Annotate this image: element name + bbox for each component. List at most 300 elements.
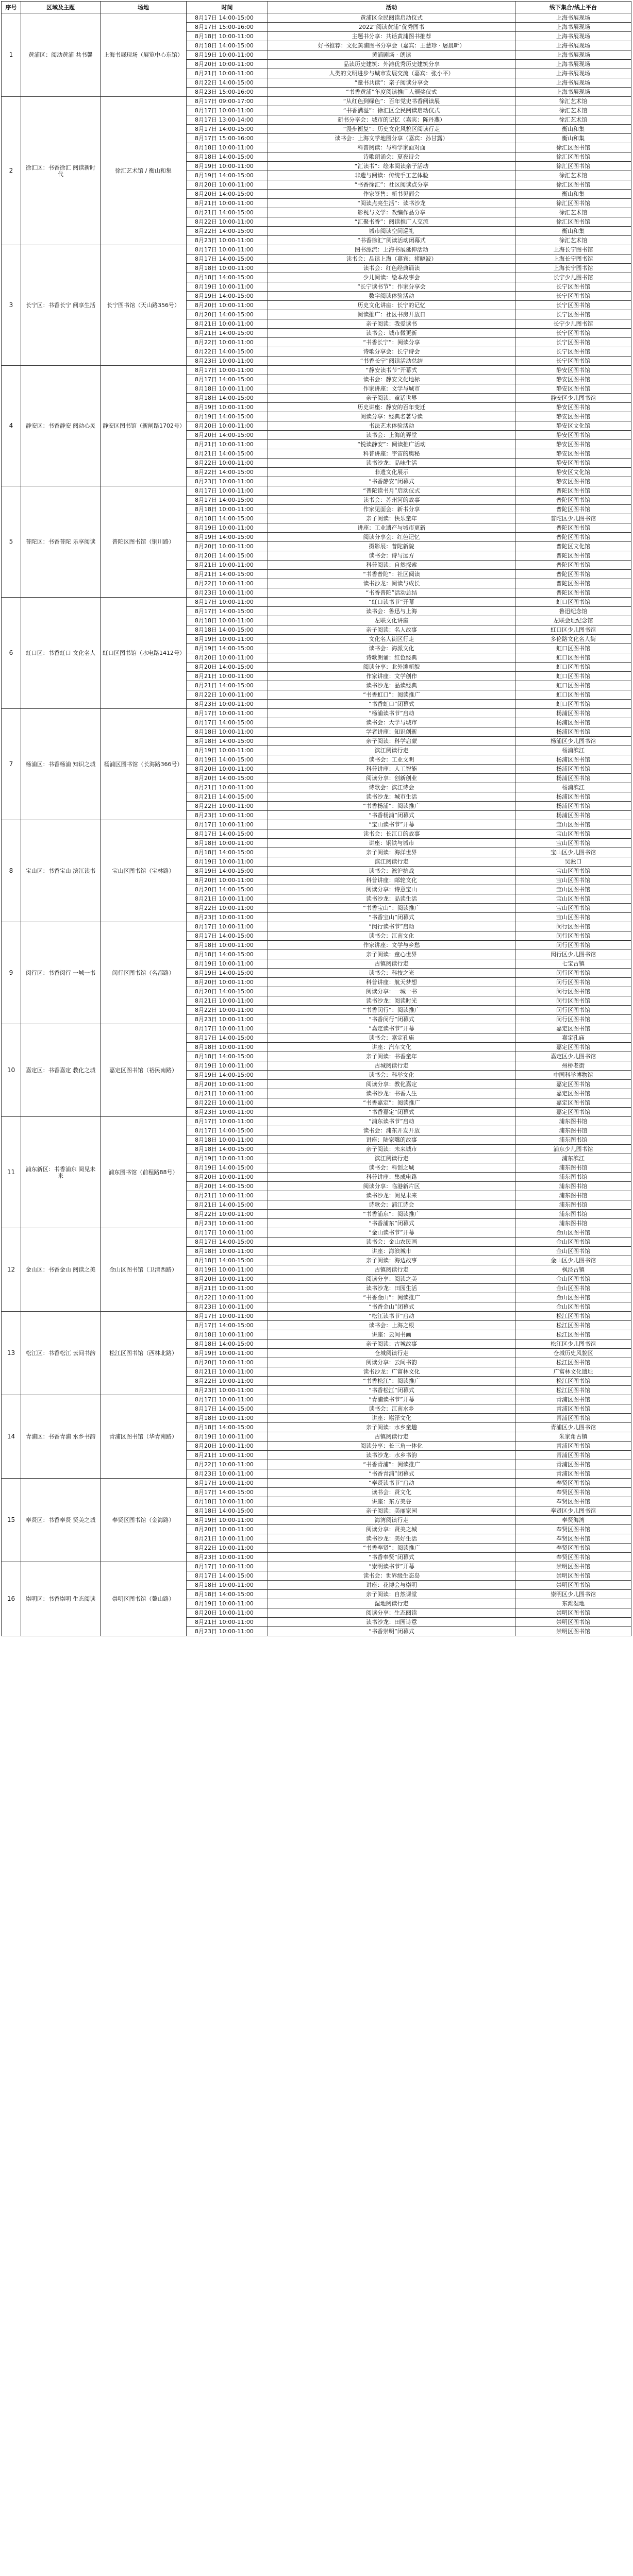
event-location: 虹口区图书馆: [515, 672, 631, 681]
event-time: 8月22日 10:00-11:00: [187, 690, 268, 700]
event-title: 非遗文化展示: [268, 468, 515, 477]
group-seq: 14: [2, 1395, 21, 1479]
event-location: 浦东图书馆: [515, 1126, 631, 1136]
event-location: 普陀区图书馆: [515, 570, 631, 579]
group-venue: 虹口区图书馆（水电路1412号）: [101, 598, 187, 709]
event-title: “书香嘉定”：阅读推广: [268, 1098, 515, 1108]
event-location: 青浦区图书馆: [515, 1469, 631, 1479]
event-location: 闵行区图书馆: [515, 969, 631, 978]
event-time: 8月17日 14:00-15:00: [187, 1321, 268, 1330]
event-time: 8月17日 10:00-11:00: [187, 245, 268, 255]
event-time: 8月17日 14:00-15:00: [187, 1126, 268, 1136]
event-schedule-table: [1, 1, 631, 1636]
event-time: 8月17日 10:00-11:00: [187, 922, 268, 931]
event-location: 杨浦区图书馆: [515, 792, 631, 802]
event-location: 普陀区图书馆: [515, 533, 631, 542]
event-title: 读书会：品读上海（嘉宾：褚晓波）: [268, 255, 515, 264]
event-location: 松江区图书馆: [515, 1358, 631, 1367]
event-location: 宝山区图书馆: [515, 913, 631, 922]
event-location: 嘉定区图书馆: [515, 1089, 631, 1098]
event-location: 静安区少儿图书馆: [515, 394, 631, 403]
event-title: 读书会：海派文化: [268, 644, 515, 653]
event-location: 徐汇艺术馆: [515, 236, 631, 245]
event-location: 徐汇区图书馆: [515, 162, 631, 171]
event-title: 讲座：工业遗产与城市更新: [268, 523, 515, 533]
event-location: 徐汇区图书馆: [515, 217, 631, 227]
event-title: “书香闵行”闭幕式: [268, 1015, 515, 1024]
event-location: 普陀区图书馆: [515, 523, 631, 533]
event-time: 8月17日 10:00-11:00: [187, 106, 268, 115]
event-title: “汇读书”：绘本阅读亲子活动: [268, 162, 515, 171]
event-title: “书香徐汇”：社区阅读点分享: [268, 180, 515, 190]
group-seq: 8: [2, 820, 21, 922]
event-location: 宝山区图书馆: [515, 820, 631, 829]
event-title: 读书会：浦东开发开放: [268, 1126, 515, 1136]
event-time: 8月18日 14:00-15:00: [187, 1590, 268, 1599]
table-row: [2, 366, 631, 375]
event-location: 嘉定区图书馆: [515, 1080, 631, 1089]
event-time: 8月19日 10:00-11:00: [187, 1061, 268, 1071]
event-title: 读书会：科举文化: [268, 1071, 515, 1080]
event-title: 读书会：鲁迅与上海: [268, 607, 515, 616]
group-area: 长宁区：书香长宁 阅享生活: [21, 245, 101, 366]
event-location: 东滩湿地: [515, 1599, 631, 1608]
event-location: 浦东图书馆: [515, 1210, 631, 1219]
event-time: 8月20日 10:00-11:00: [187, 765, 268, 774]
event-title: “从红色到绿色”：百年党史书香阅读展: [268, 97, 515, 106]
event-title: 非遗与阅读：传统手工艺体验: [268, 171, 515, 180]
event-title: 亲子阅读：童心世界: [268, 950, 515, 959]
event-location: 静安区文化馆: [515, 421, 631, 431]
event-time: 8月23日 10:00-11:00: [187, 1627, 268, 1636]
event-title: 诗歌会：浦江诗会: [268, 1200, 515, 1210]
event-location: 徐汇区图书馆: [515, 199, 631, 208]
event-time: 8月18日 14:00-15:00: [187, 625, 268, 635]
event-location: 虹口区少儿图书馆: [515, 625, 631, 635]
event-title: 诗歌分享会：长宁诗会: [268, 347, 515, 357]
event-title: 亲子阅读：科学启蒙: [268, 737, 515, 746]
event-location: 松江区少儿图书馆: [515, 1340, 631, 1349]
event-time: 8月18日 10:00-11:00: [187, 32, 268, 41]
event-location: 虹口区图书馆: [515, 681, 631, 690]
table-row: [2, 97, 631, 106]
event-title: “书香静安”闭幕式: [268, 477, 515, 486]
event-time: 8月19日 10:00-11:00: [187, 1599, 268, 1608]
event-time: 8月17日 14:00-15:00: [187, 607, 268, 616]
event-location: 上海书展现场: [515, 69, 631, 78]
event-title: 湿地阅读行走: [268, 1599, 515, 1608]
event-location: 宝山区图书馆: [515, 904, 631, 913]
event-time: 8月22日 10:00-11:00: [187, 1006, 268, 1015]
event-time: 8月20日 10:00-11:00: [187, 1358, 268, 1367]
event-title: “书香奉贤”闭幕式: [268, 1553, 515, 1562]
event-title: 阅读推广：社区书房开放日: [268, 310, 515, 319]
event-time: 8月17日 15:00-16:00: [187, 23, 268, 32]
event-location: 上海书展现场: [515, 23, 631, 32]
event-time: 8月23日 10:00-11:00: [187, 588, 268, 598]
event-time: 8月17日 13:00-14:00: [187, 115, 268, 125]
event-time: 8月19日 10:00-11:00: [187, 50, 268, 60]
event-location: 徐汇艺术馆: [515, 171, 631, 180]
event-time: 8月22日 14:00-15:00: [187, 78, 268, 88]
event-time: 8月19日 10:00-11:00: [187, 523, 268, 533]
table-row: [2, 1024, 631, 1033]
event-location: 奉贤区少儿图书馆: [515, 1506, 631, 1516]
event-time: 8月20日 14:00-15:00: [187, 431, 268, 440]
event-location: 金山区图书馆: [515, 1284, 631, 1293]
event-title: 城市阅读空间巡礼: [268, 227, 515, 236]
event-location: 枫泾古镇: [515, 1265, 631, 1275]
event-time: 8月22日 10:00-11:00: [187, 1544, 268, 1553]
group-venue: 浦东图书馆（前程路88号）: [101, 1117, 187, 1228]
table-row: [2, 598, 631, 607]
event-time: 8月20日 10:00-11:00: [187, 1608, 268, 1618]
event-location: 长宁区图书馆: [515, 347, 631, 357]
group-area: 崇明区：书香崇明 生态阅读: [21, 1562, 101, 1636]
event-time: 8月19日 10:00-11:00: [187, 1516, 268, 1525]
event-time: 8月18日 10:00-11:00: [187, 1497, 268, 1506]
event-title: “书香虹口”：阅读推广: [268, 690, 515, 700]
header-activity: 活动: [268, 2, 515, 13]
event-title: 阅读分享：诗意宝山: [268, 885, 515, 894]
event-time: 8月17日 14:00-15:00: [187, 375, 268, 384]
event-time: 8月21日 10:00-11:00: [187, 1451, 268, 1460]
group-area: 青浦区：书香青浦 水乡书韵: [21, 1395, 101, 1479]
event-location: 上海书展现场: [515, 13, 631, 23]
event-location: 青浦区图书馆: [515, 1395, 631, 1404]
event-location: 浦东图书馆: [515, 1117, 631, 1126]
event-location: 静安区图书馆: [515, 440, 631, 449]
event-title: “崇明读书节”开幕: [268, 1562, 515, 1571]
event-location: 静安区图书馆: [515, 412, 631, 421]
event-location: 奉贤区图书馆: [515, 1544, 631, 1553]
event-title: 亲子阅读：美丽家园: [268, 1506, 515, 1516]
event-location: 崇明区图书馆: [515, 1581, 631, 1590]
event-title: 诗歌朗诵会：夏夜诗会: [268, 152, 515, 162]
event-time: 8月19日 14:00-15:00: [187, 292, 268, 301]
event-title: 滨江阅读行走: [268, 857, 515, 867]
event-time: 8月17日 14:00-15:00: [187, 931, 268, 941]
group-venue: 奉贤区图书馆（金海路）: [101, 1479, 187, 1562]
group-seq: 12: [2, 1228, 21, 1312]
event-title: “书香黄浦”年度阅读推广人颁奖仪式: [268, 88, 515, 97]
event-title: 读书会：静安文化地标: [268, 375, 515, 384]
group-seq: 16: [2, 1562, 21, 1636]
table-row: [2, 13, 631, 23]
event-location: 静安区文化馆: [515, 468, 631, 477]
event-title: 阅读分享：经典名著导读: [268, 412, 515, 421]
group-venue: 徐汇艺术馆 / 衡山和集: [101, 97, 187, 245]
event-location: 静安区图书馆: [515, 459, 631, 468]
event-location: 静安区图书馆: [515, 375, 631, 384]
event-title: “奉贤读书节”启动: [268, 1479, 515, 1488]
event-title: 数字阅读体验活动: [268, 292, 515, 301]
event-location: 上海长宁图书馆: [515, 264, 631, 273]
group-area: 松江区：书香松江 云间书韵: [21, 1312, 101, 1395]
event-title: 读书沙龙：书香人生: [268, 1089, 515, 1098]
event-time: 8月17日 14:00-15:00: [187, 1404, 268, 1414]
event-location: 静安区图书馆: [515, 366, 631, 375]
event-title: 亲子阅读：自然课堂: [268, 1590, 515, 1599]
event-location: 崇明区图书馆: [515, 1608, 631, 1618]
event-time: 8月18日 14:00-15:00: [187, 1506, 268, 1516]
event-location: 徐汇艺术馆: [515, 208, 631, 217]
event-location: 仓城历史风貌区: [515, 1349, 631, 1358]
event-title: “杨浦读书节”启动: [268, 709, 515, 718]
event-location: 金山区图书馆: [515, 1228, 631, 1238]
event-location: 杨浦区图书馆: [515, 755, 631, 765]
event-title: 少儿阅读：绘本故事会: [268, 273, 515, 282]
group-area: 徐汇区：书香徐汇 阅读新时代: [21, 97, 101, 245]
event-title: 科普讲座：集成电路: [268, 1173, 515, 1182]
event-location: 闵行区图书馆: [515, 1015, 631, 1024]
event-location: 静安区图书馆: [515, 431, 631, 440]
event-location: 浦东图书馆: [515, 1219, 631, 1228]
event-title: “浦东读书节”启动: [268, 1117, 515, 1126]
event-time: 8月21日 14:00-15:00: [187, 681, 268, 690]
event-title: “静安读书节”开幕式: [268, 366, 515, 375]
event-time: 8月20日 10:00-11:00: [187, 180, 268, 190]
group-venue: 普陀区图书馆（铜川路）: [101, 486, 187, 598]
event-time: 8月21日 14:00-15:00: [187, 792, 268, 802]
event-time: 8月18日 10:00-11:00: [187, 1136, 268, 1145]
event-location: 浦东图书馆: [515, 1191, 631, 1200]
event-location: 朱家角古镇: [515, 1432, 631, 1442]
event-title: 读书沙龙：阅见未来: [268, 1191, 515, 1200]
table-row: [2, 1395, 631, 1404]
table-row: [2, 1479, 631, 1488]
event-location: 虹口区图书馆: [515, 663, 631, 672]
group-seq: 13: [2, 1312, 21, 1395]
group-area: 金山区：书香金山 阅读之美: [21, 1228, 101, 1312]
event-title: 阅读分享会：红色记忆: [268, 533, 515, 542]
event-title: 亲子阅读：我爱读书: [268, 319, 515, 329]
event-location: 崇明区少儿图书馆: [515, 1590, 631, 1599]
event-time: 8月20日 14:00-15:00: [187, 663, 268, 672]
event-time: 8月20日 10:00-11:00: [187, 421, 268, 431]
event-location: 静安区图书馆: [515, 477, 631, 486]
event-title: 亲子阅读：古城故事: [268, 1340, 515, 1349]
event-time: 8月19日 10:00-11:00: [187, 959, 268, 969]
event-time: 8月20日 14:00-15:00: [187, 310, 268, 319]
event-title: “书香浦东”闭幕式: [268, 1219, 515, 1228]
group-seq: 11: [2, 1117, 21, 1228]
event-time: 8月19日 10:00-11:00: [187, 403, 268, 412]
event-location: 崇明区图书馆: [515, 1627, 631, 1636]
group-venue: 宝山区图书馆（宝林路）: [101, 820, 187, 922]
event-title: 亲子阅读：水乡童趣: [268, 1423, 515, 1432]
event-location: 浦东滨江: [515, 1154, 631, 1163]
event-title: 读书会：上海之根: [268, 1321, 515, 1330]
event-location: 闵行区图书馆: [515, 987, 631, 996]
header-seq: 序号: [2, 2, 21, 13]
event-title: “阅读点亮生活”：读书沙龙: [268, 199, 515, 208]
event-time: 8月18日 14:00-15:00: [187, 848, 268, 857]
event-location: 金山区少儿图书馆: [515, 1256, 631, 1265]
event-time: 8月18日 14:00-15:00: [187, 152, 268, 162]
event-title: 读书会：苏州河的故事: [268, 496, 515, 505]
event-time: 8月20日 10:00-11:00: [187, 60, 268, 69]
event-location: 闵行区少儿图书馆: [515, 950, 631, 959]
event-title: 摄影展：普陀新貌: [268, 542, 515, 551]
event-time: 8月20日 14:00-15:00: [187, 987, 268, 996]
event-title: 仓城阅读行走: [268, 1349, 515, 1358]
group-seq: 4: [2, 366, 21, 486]
event-title: 阅读分享：贤美之城: [268, 1525, 515, 1534]
event-location: 浦东图书馆: [515, 1163, 631, 1173]
event-title: 亲子阅读：未来城市: [268, 1145, 515, 1154]
event-location: 浦东图书馆: [515, 1200, 631, 1210]
group-area: 奉贤区：书香奉贤 贤美之城: [21, 1479, 101, 1562]
event-title: “普陀读书月”启动仪式: [268, 486, 515, 496]
group-venue: 杨浦区图书馆（长海路366号）: [101, 709, 187, 820]
event-location: 青浦区图书馆: [515, 1414, 631, 1423]
event-location: 上海长宁图书馆: [515, 255, 631, 264]
event-title: 读书沙龙：阅读与成长: [268, 579, 515, 588]
event-location: 上海长宁图书馆: [515, 245, 631, 255]
event-title: 阅读分享：临港新片区: [268, 1182, 515, 1191]
header-area: 区域及主题: [21, 2, 101, 13]
event-title: 新书分享会：城市的记忆（嘉宾：陈丹燕）: [268, 115, 515, 125]
event-title: 讲座：崧泽文化: [268, 1414, 515, 1423]
event-location: 七宝古镇: [515, 959, 631, 969]
event-location: 虹口区图书馆: [515, 653, 631, 663]
event-time: 8月18日 10:00-11:00: [187, 839, 268, 848]
event-title: 读书会：江南文化: [268, 931, 515, 941]
event-title: “宝山读书节”开幕: [268, 820, 515, 829]
event-time: 8月19日 14:00-15:00: [187, 644, 268, 653]
event-title: “书香长宁”阅读活动总结: [268, 357, 515, 366]
event-title: 书法艺术体验活动: [268, 421, 515, 431]
header-location: 线下集合/线上平台: [515, 2, 631, 13]
event-location: 杨浦滨江: [515, 783, 631, 792]
event-location: 杨浦区图书馆: [515, 765, 631, 774]
event-location: 上海书展现场: [515, 78, 631, 88]
event-location: 长宁少儿图书馆: [515, 319, 631, 329]
event-title: 滨江阅读行走: [268, 1154, 515, 1163]
event-title: 读书会：贤文化: [268, 1488, 515, 1497]
group-venue: 青浦区图书馆（华青南路）: [101, 1395, 187, 1479]
event-title: 黄浦剧场 · 朗读: [268, 50, 515, 60]
event-time: 8月22日 10:00-11:00: [187, 904, 268, 913]
event-time: 8月21日 14:00-15:00: [187, 570, 268, 579]
event-location: 奉贤区图书馆: [515, 1488, 631, 1497]
event-title: 读书会：江南水乡: [268, 1404, 515, 1414]
table-row: [2, 1562, 631, 1571]
event-title: 阅读分享：阅读之美: [268, 1275, 515, 1284]
event-title: “书香长宁”：阅读分享: [268, 338, 515, 347]
event-title: 读书会：科创之城: [268, 1163, 515, 1173]
event-time: 8月23日 10:00-11:00: [187, 1302, 268, 1312]
event-location: 徐汇艺术馆: [515, 115, 631, 125]
event-location: 闵行区图书馆: [515, 922, 631, 931]
event-title: 读书沙龙：田园生活: [268, 1284, 515, 1293]
event-time: 8月21日 14:00-15:00: [187, 329, 268, 338]
event-title: 海湾阅读行走: [268, 1516, 515, 1525]
event-time: 8月21日 10:00-11:00: [187, 1534, 268, 1544]
event-title: 读书会：金山农民画: [268, 1238, 515, 1247]
event-title: 读书会：上海的弄堂: [268, 431, 515, 440]
event-time: 8月20日 10:00-11:00: [187, 653, 268, 663]
event-time: 8月18日 14:00-15:00: [187, 950, 268, 959]
event-title: 图书漂流：上海书展延伸活动: [268, 245, 515, 255]
event-time: 8月18日 10:00-11:00: [187, 264, 268, 273]
event-title: 读书沙龙：品味生活: [268, 459, 515, 468]
event-location: 普陀区图书馆: [515, 588, 631, 598]
event-location: 虹口区图书馆: [515, 700, 631, 709]
event-time: 8月22日 10:00-11:00: [187, 338, 268, 347]
event-title: 阅读分享：一城一书: [268, 987, 515, 996]
event-location: 普陀区文化馆: [515, 542, 631, 551]
event-title: 读书会：科技之光: [268, 969, 515, 978]
event-title: “书香宝山”闭幕式: [268, 913, 515, 922]
event-time: 8月22日 10:00-11:00: [187, 1293, 268, 1302]
event-location: 嘉定区图书馆: [515, 1024, 631, 1033]
event-title: 品读历史建筑：外滩优秀历史建筑分享: [268, 60, 515, 69]
event-title: “汇聚书香”：阅读推广人交流: [268, 217, 515, 227]
table-row: [2, 922, 631, 931]
event-time: 8月18日 14:00-15:00: [187, 41, 268, 50]
event-time: 8月20日 14:00-15:00: [187, 190, 268, 199]
event-title: 影视与文学：改编作品分享: [268, 208, 515, 217]
event-title: 阅读分享：生态阅读: [268, 1608, 515, 1618]
event-time: 8月17日 10:00-11:00: [187, 1562, 268, 1571]
event-location: 闵行区图书馆: [515, 931, 631, 941]
event-time: 8月20日 14:00-15:00: [187, 1182, 268, 1191]
group-seq: 2: [2, 97, 21, 245]
event-location: 宝山区图书馆: [515, 829, 631, 839]
event-title: “书香奉贤”：阅读推广: [268, 1544, 515, 1553]
event-title: “虹口读书节”开幕: [268, 598, 515, 607]
event-location: 宝山区图书馆: [515, 839, 631, 848]
event-title: 古镇阅读行走: [268, 959, 515, 969]
event-time: 8月23日 10:00-11:00: [187, 357, 268, 366]
event-title: 阅读分享：云间书韵: [268, 1358, 515, 1367]
event-title: “书香松江”闭幕式: [268, 1386, 515, 1395]
event-time: 8月18日 10:00-11:00: [187, 143, 268, 152]
table-row: [2, 486, 631, 496]
event-location: 宝山区图书馆: [515, 876, 631, 885]
event-time: 8月18日 10:00-11:00: [187, 727, 268, 737]
event-location: 徐汇区图书馆: [515, 180, 631, 190]
event-title: 阅读分享：长三角一体化: [268, 1442, 515, 1451]
event-time: 8月17日 09:00-17:00: [187, 97, 268, 106]
event-title: “书香杨浦”：阅读推广: [268, 802, 515, 811]
event-title: 作家见面会：新书分享: [268, 505, 515, 514]
event-time: 8月21日 10:00-11:00: [187, 319, 268, 329]
event-title: “书香宝山”：阅读推广: [268, 904, 515, 913]
event-location: 虹口区图书馆: [515, 598, 631, 607]
event-time: 8月18日 10:00-11:00: [187, 1247, 268, 1256]
event-title: “嘉定读书节”开幕: [268, 1024, 515, 1033]
group-seq: 3: [2, 245, 21, 366]
event-time: 8月17日 10:00-11:00: [187, 1228, 268, 1238]
event-time: 8月17日 10:00-11:00: [187, 598, 268, 607]
event-time: 8月17日 15:00-16:00: [187, 134, 268, 143]
event-time: 8月23日 10:00-11:00: [187, 477, 268, 486]
event-location: 崇明区图书馆: [515, 1618, 631, 1627]
event-time: 8月18日 10:00-11:00: [187, 1043, 268, 1052]
event-location: 闵行区图书馆: [515, 996, 631, 1006]
event-location: 奉贤区图书馆: [515, 1525, 631, 1534]
event-time: 8月22日 10:00-11:00: [187, 1210, 268, 1219]
event-title: 读书会：工业文明: [268, 755, 515, 765]
event-time: 8月17日 10:00-11:00: [187, 820, 268, 829]
event-location: 浦东图书馆: [515, 1136, 631, 1145]
table-row: [2, 1228, 631, 1238]
event-title: 读书会：世界级生态岛: [268, 1571, 515, 1581]
event-location: 青浦区少儿图书馆: [515, 1423, 631, 1432]
